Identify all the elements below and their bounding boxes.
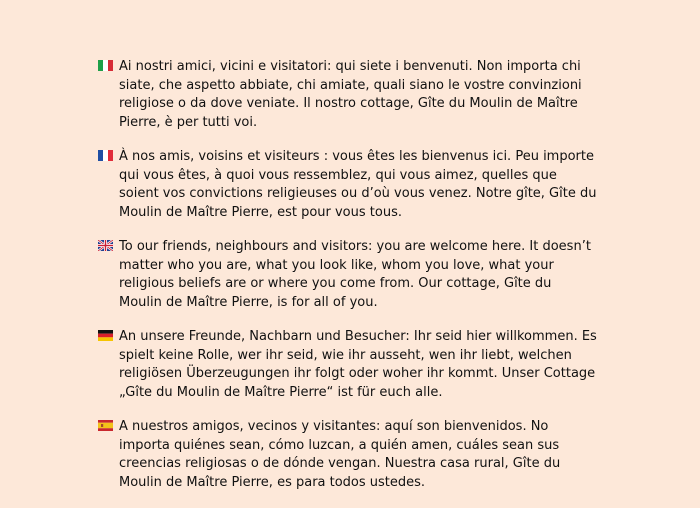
welcome-message-list xyxy=(98,58,598,508)
welcome-message-english xyxy=(98,238,598,312)
flag-france-icon xyxy=(98,150,113,161)
welcome-message-text: A nuestros amigos, vecinos y visitantes: aquí son bienvenidos. No importa quiénes sean, cómo luzcan, a quién amen, cuáles sean sus creencias religiosas o de dónde vengan. Nuestra casa rural, Gîte du Moulin de Maître Pierre, es para todos ustedes. xyxy=(119,419,561,490)
flag-germany-icon xyxy=(98,330,113,341)
welcome-message-text: To our friends, neighbours and visitors: you are welcome here. It doesn’t matter who you are, what you look like, whom you love, what your religious beliefs are or where you come from. Our cottage, Gîte du Moulin de Maître Pierre, is for all of you. xyxy=(119,239,591,310)
welcome-message-italian xyxy=(98,58,598,132)
welcome-message-german xyxy=(98,328,598,402)
flag-spain-icon xyxy=(98,420,113,431)
flag-uk-icon xyxy=(98,240,113,251)
welcome-message-spanish xyxy=(98,418,598,492)
welcome-message-text: À nos amis, voisins et visiteurs : vous êtes les bienvenus ici. Peu importe qui vous êtes, à quoi vous ressemblez, qui vous aimez, quelles que soient vos convictions religieuses ou d’où vous venez. Notre gîte, Gîte du Moulin de Maître Pierre, est pour vous tous. xyxy=(119,149,597,220)
flag-italy-icon xyxy=(98,60,113,71)
welcome-message-text: An unsere Freunde, Nachbarn und Besucher: Ihr seid hier willkommen. Es spielt keine Rolle, wer ihr seid, wie ihr ausseht, wen ihr liebt, welchen religiösen Überzeugungen ihr folgt oder woher ihr kommt. Unser Cottage „Gîte du Moulin de Maître Pierre“ ist für euch alle. xyxy=(119,329,597,400)
welcome-message-text: Ai nostri amici, vicini e visitatori: qui siete i benvenuti. Non importa chi siate, che aspetto abbiate, chi amiate, quali siano le vostre convinzioni religiose o da dove veniate. Il nostro cottage, Gîte du Moulin de Maître Pierre, è per tutti voi. xyxy=(119,59,582,130)
welcome-message-french xyxy=(98,148,598,222)
